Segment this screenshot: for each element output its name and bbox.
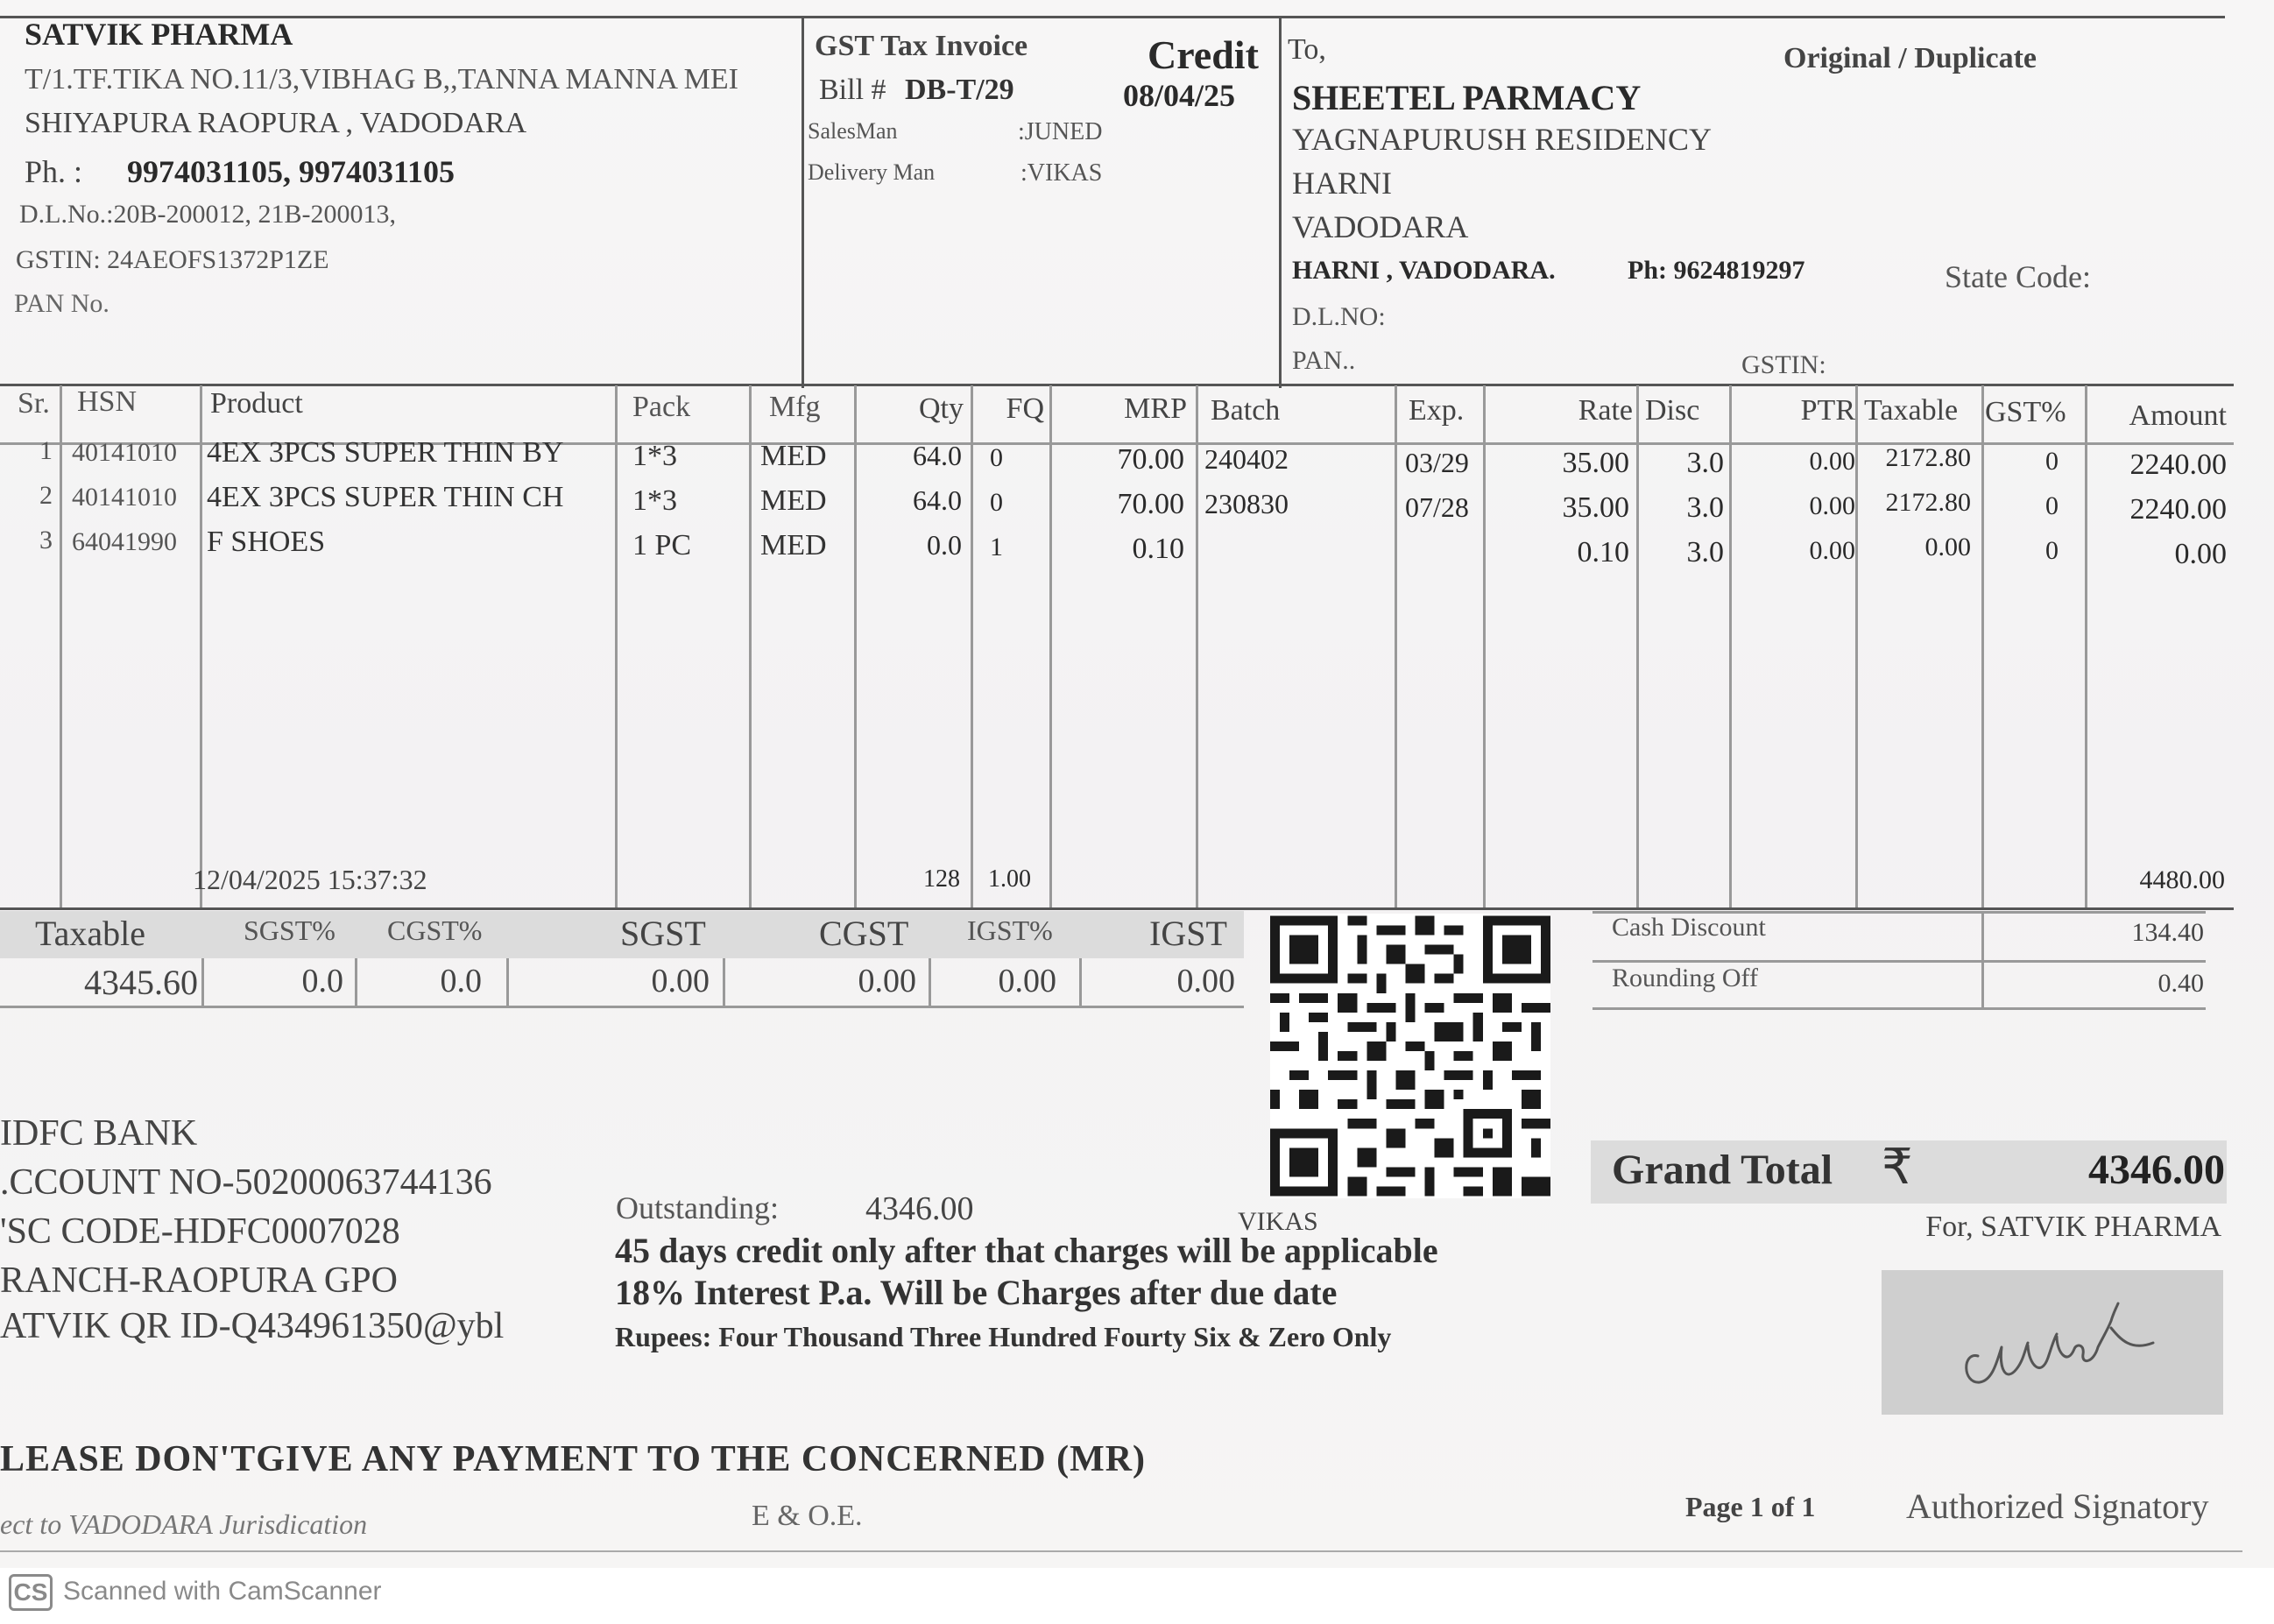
- rule: [1483, 385, 1486, 907]
- rule: [0, 907, 2234, 910]
- rule: [929, 958, 931, 1007]
- row2-hsn: 40141010: [72, 483, 177, 512]
- rule: [355, 958, 357, 1007]
- rule: [1981, 911, 1984, 1009]
- header-ptr: PTR: [1800, 394, 1855, 427]
- seller-pan: PAN No.: [14, 289, 109, 318]
- buyer-pan: PAN..: [1292, 346, 1356, 375]
- row3-gst: 0: [2045, 536, 2059, 565]
- delivery-man-label: Delivery Man: [808, 159, 936, 185]
- header-product: Product: [210, 387, 303, 420]
- buyer-address-line2: HARNI: [1292, 166, 1392, 201]
- buyer-address-line4: HARNI , VADODARA.: [1292, 256, 1556, 285]
- seller-address-line1: T/1.TF.TIKA NO.11/3,VIBHAG B,,TANNA MANNA MEI: [25, 63, 738, 95]
- tax-header-igst: IGST: [1149, 914, 1227, 953]
- row2-amount: 2240.00: [2129, 493, 2227, 526]
- row1-batch: 240402: [1204, 443, 1289, 475]
- rule: [1395, 385, 1397, 907]
- header-amount: Amount: [2129, 399, 2227, 432]
- camscanner-watermark: Scanned with CamScanner: [63, 1577, 382, 1606]
- row2-pack: 1*3: [632, 484, 677, 517]
- rule: [1049, 385, 1052, 907]
- row2-disc: 3.0: [1686, 491, 1724, 524]
- rule: [1079, 958, 1082, 1007]
- row3-rate: 0.10: [1577, 536, 1629, 568]
- row2-fq: 0: [990, 488, 1003, 517]
- bank-qr-id: ATVIK QR ID-Q434961350@ybl: [0, 1306, 505, 1346]
- buyer-state-code: State Code:: [1945, 259, 2091, 294]
- buyer-gstin: GSTIN:: [1741, 350, 1826, 379]
- rupee-icon: ₹: [1882, 1139, 1913, 1196]
- outstanding-label: Outstanding:: [616, 1190, 779, 1225]
- row2-gst: 0: [2045, 491, 2059, 520]
- invoice-type: GST Tax Invoice: [815, 30, 1028, 62]
- rule: [0, 1550, 2242, 1552]
- row2-sr: 2: [39, 481, 53, 510]
- tax-header-taxable: Taxable: [35, 914, 146, 953]
- header-exp: Exp.: [1409, 394, 1465, 427]
- total-amount: 4480.00: [2139, 865, 2225, 894]
- row2-batch: 230830: [1204, 488, 1289, 519]
- tax-header-cgst: CGST: [819, 914, 909, 953]
- header-taxable: Taxable: [1864, 394, 1959, 427]
- rule: [0, 384, 2234, 386]
- rule: [854, 385, 857, 907]
- row3-ptr: 0.00: [1809, 536, 1855, 565]
- row1-sr: 1: [39, 436, 53, 465]
- interest-terms: 18% Interest P.a. Will be Charges after due date: [615, 1273, 1338, 1312]
- buyer-address-line3: VADODARA: [1292, 209, 1469, 244]
- seller-name: SATVIK PHARMA: [25, 17, 293, 52]
- tax-header-sgst-pct: SGST%: [244, 914, 335, 946]
- buyer-phone: Ph: 9624819297: [1628, 256, 1805, 285]
- seller-phone: 9974031105, 9974031105: [127, 154, 456, 189]
- header-hsn: HSN: [77, 385, 138, 418]
- row1-mfg: MED: [760, 440, 827, 472]
- rule: [1593, 960, 2206, 963]
- copy-type: Original / Duplicate: [1783, 42, 2037, 74]
- header-mrp: MRP: [1124, 392, 1187, 425]
- outstanding-value: 4346.00: [865, 1190, 974, 1227]
- row1-product: 4EX 3PCS SUPER THIN BY: [207, 436, 564, 469]
- rule: [1196, 385, 1198, 907]
- rule: [749, 385, 752, 907]
- rule: [1593, 1007, 2206, 1010]
- rule: [1636, 385, 1639, 907]
- buyer-address-line1: YAGNAPURUSH RESIDENCY: [1292, 122, 1713, 157]
- bank-name: IDFC BANK: [0, 1113, 198, 1154]
- payment-warning: LEASE DON'TGIVE ANY PAYMENT TO THE CONCERNED (MR): [0, 1439, 1147, 1479]
- row1-fq: 0: [990, 443, 1003, 472]
- rule: [615, 385, 618, 907]
- header-rate: Rate: [1578, 394, 1633, 427]
- row1-pack: 1*3: [632, 440, 677, 472]
- total-fq: 1.00: [988, 865, 1031, 893]
- tax-value-cgst-pct: 0.0: [440, 963, 482, 999]
- tax-value-igst-pct: 0.00: [998, 963, 1056, 999]
- row2-ptr: 0.00: [1809, 491, 1855, 520]
- row1-taxable: 2172.80: [1885, 443, 1971, 472]
- tax-value-cgst: 0.00: [858, 963, 916, 999]
- jurisdiction-note: ect to VADODARA Jurisdication: [0, 1508, 368, 1540]
- credit-terms: 45 days credit only after that charges will be applicable: [615, 1231, 1438, 1270]
- buyer-name: SHEETEL PARMACY: [1292, 78, 1642, 117]
- buyer-dl-no: D.L.NO:: [1292, 302, 1386, 331]
- row1-hsn: 40141010: [72, 438, 177, 467]
- rule: [2085, 385, 2087, 907]
- rule: [0, 16, 2225, 18]
- tax-header-cgst-pct: CGST%: [387, 914, 483, 946]
- rule: [0, 1006, 1244, 1008]
- rule: [200, 385, 202, 907]
- print-timestamp: 12/04/2025 15:37:32: [193, 864, 427, 895]
- camscanner-logo: CS: [9, 1574, 53, 1611]
- tax-header-igst-pct: IGST%: [967, 914, 1053, 946]
- row3-mfg: MED: [760, 529, 827, 561]
- row1-rate: 35.00: [1562, 447, 1629, 479]
- row2-rate: 35.00: [1562, 491, 1629, 524]
- row3-hsn: 64041990: [72, 527, 177, 556]
- row1-ptr: 0.00: [1809, 447, 1855, 476]
- row1-gst: 0: [2045, 447, 2059, 476]
- seller-dl-no: D.L.No.:20B-200012, 21B-200013,: [19, 200, 396, 229]
- header-qty: Qty: [919, 392, 964, 425]
- row1-exp: 03/29: [1405, 447, 1469, 478]
- rule: [60, 385, 62, 907]
- grand-total-value: 4346.00: [2088, 1147, 2225, 1193]
- rule: [723, 958, 725, 1007]
- delivery-man-name: :VIKAS: [1020, 159, 1103, 187]
- bank-branch: RANCH-RAOPURA GPO: [0, 1260, 398, 1301]
- seller-gstin: GSTIN: 24AEOFS1372P1ZE: [16, 245, 329, 274]
- cash-discount-value: 134.40: [2131, 918, 2204, 947]
- row1-disc: 3.0: [1686, 447, 1724, 479]
- amount-in-words: Rupees: Four Thousand Three Hundred Fourty Six & Zero Only: [615, 1321, 1392, 1352]
- header-batch: Batch: [1211, 394, 1281, 427]
- bank-ifsc: 'SC CODE-HDFC0007028: [0, 1211, 400, 1252]
- row3-taxable: 0.00: [1924, 533, 1971, 561]
- row1-amount: 2240.00: [2129, 448, 2227, 481]
- salesman-label: SalesMan: [808, 118, 898, 144]
- row3-qty: 0.0: [927, 529, 962, 561]
- invoice-date: 08/04/25: [1123, 78, 1236, 113]
- page-number: Page 1 of 1: [1685, 1491, 1816, 1522]
- rule: [802, 16, 804, 388]
- tax-value-sgst-pct: 0.0: [301, 963, 343, 999]
- header-disc: Disc: [1645, 394, 1700, 427]
- row3-sr: 3: [39, 526, 53, 554]
- for-company: For, SATVIK PHARMA: [1925, 1211, 2221, 1243]
- row2-product: 4EX 3PCS SUPER THIN CH: [207, 481, 564, 513]
- tax-value-taxable: 4345.60: [84, 963, 198, 1002]
- row3-pack: 1 PC: [632, 529, 692, 561]
- cash-discount-label: Cash Discount: [1612, 913, 1766, 942]
- qr-caption: VIKAS: [1238, 1207, 1318, 1236]
- rule: [506, 958, 509, 1007]
- rule: [201, 958, 204, 1007]
- total-qty: 128: [923, 865, 960, 893]
- row2-exp: 07/28: [1405, 491, 1469, 523]
- tax-value-igst: 0.00: [1176, 963, 1235, 999]
- row2-qty: 64.0: [913, 484, 962, 516]
- row3-disc: 3.0: [1686, 536, 1724, 568]
- header-gst: GST%: [1985, 396, 2066, 428]
- row3-fq: 1: [990, 533, 1003, 561]
- handwritten-signature: [1945, 1286, 2172, 1400]
- row1-qty: 64.0: [913, 440, 962, 471]
- header-sr: Sr.: [18, 387, 50, 420]
- rounding-off-label: Rounding Off: [1612, 964, 1758, 992]
- grand-total-label: Grand Total: [1612, 1147, 1833, 1193]
- bill-number: DB-T/29: [905, 74, 1014, 106]
- row3-amount: 0.00: [2174, 538, 2227, 570]
- rule: [1855, 385, 1858, 907]
- row2-mfg: MED: [760, 484, 827, 517]
- salesman-name: :JUNED: [1018, 118, 1103, 145]
- row2-taxable: 2172.80: [1885, 488, 1971, 517]
- header-mfg: Mfg: [769, 391, 821, 423]
- errors-omissions: E & O.E.: [752, 1500, 863, 1532]
- rule: [1981, 385, 1984, 907]
- bill-label: Bill #: [819, 74, 886, 106]
- rule: [1729, 385, 1732, 907]
- authorized-signatory: Authorized Signatory: [1906, 1486, 2209, 1526]
- buyer-to-label: To,: [1288, 33, 1326, 66]
- seller-address-line2: SHIYAPURA RAOPURA , VADODARA: [25, 107, 527, 139]
- row3-mrp: 0.10: [1132, 533, 1184, 565]
- seller-phone-label: Ph. :: [25, 154, 83, 189]
- row3-product: F SHOES: [207, 526, 326, 558]
- row2-mrp: 70.00: [1117, 488, 1184, 520]
- rule: [1279, 16, 1282, 388]
- header-pack: Pack: [632, 391, 691, 423]
- payment-qr-code: [1270, 914, 1550, 1198]
- rounding-off-value: 0.40: [2157, 969, 2204, 998]
- row1-mrp: 70.00: [1117, 443, 1184, 476]
- header-fq: FQ: [1006, 392, 1044, 425]
- tax-header-sgst: SGST: [620, 914, 706, 953]
- payment-type: Credit: [1148, 32, 1259, 77]
- bank-account: .CCOUNT NO-50200063744136: [0, 1162, 492, 1203]
- tax-value-sgst: 0.00: [651, 963, 710, 999]
- rule: [971, 385, 973, 907]
